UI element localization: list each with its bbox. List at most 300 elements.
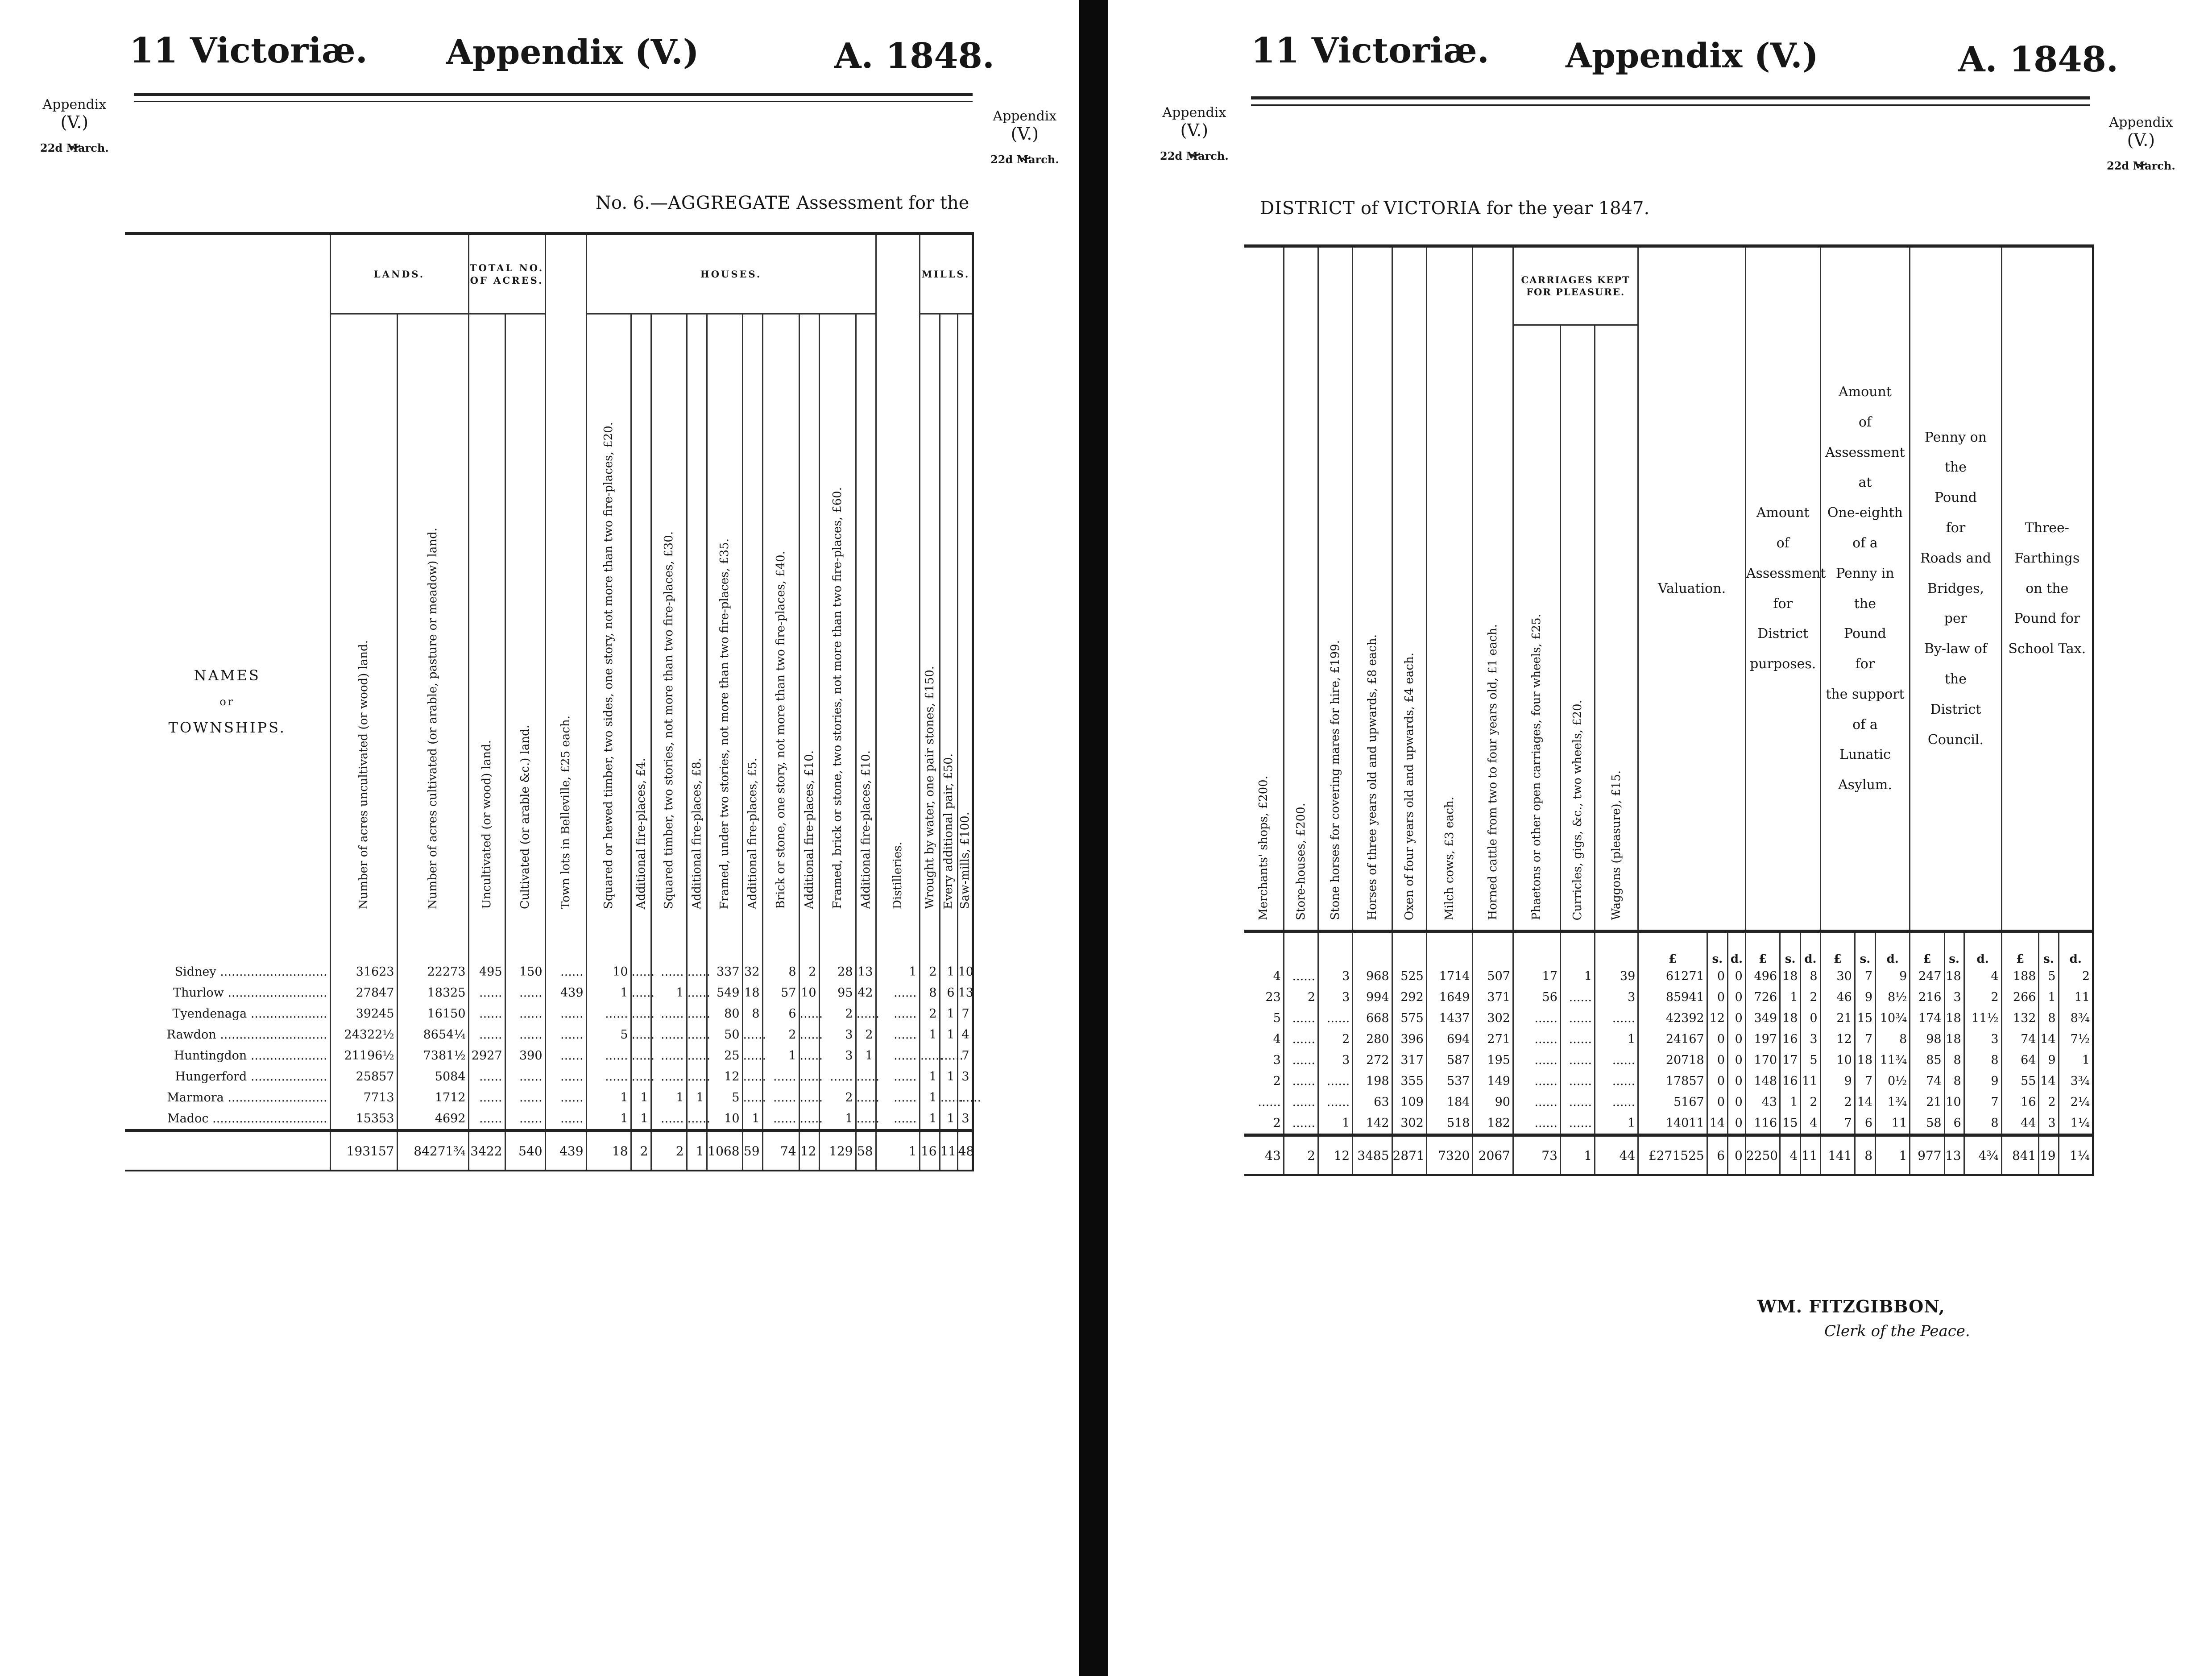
table-cell: ...... xyxy=(799,1003,819,1024)
table-cell: ...... xyxy=(631,1045,651,1066)
shillings-symbol: s. xyxy=(2039,931,2059,966)
table-cell: 2 xyxy=(1801,987,1820,1008)
table-cell: 2 xyxy=(819,1087,856,1108)
table-cell: 1 xyxy=(856,1045,876,1066)
table-cell: 9 xyxy=(2039,1050,2059,1071)
table-cell: 39245 xyxy=(330,1003,397,1024)
table-cell: 2 xyxy=(2059,966,2093,987)
table-cell: 1 xyxy=(1318,1113,1353,1135)
table-cell: 7713 xyxy=(330,1087,397,1108)
column-header: Merchants' shops, £200. xyxy=(1244,246,1284,931)
table-cell: 150 xyxy=(505,919,545,982)
total-cell: 11 xyxy=(1801,1135,1820,1175)
table-cell: 174 xyxy=(1910,1008,1944,1029)
table-cell: 337 xyxy=(707,919,742,982)
table-cell: 317 xyxy=(1392,1050,1426,1071)
table-cell: 1 xyxy=(876,919,920,982)
column-header: Additional fire-places, £10. xyxy=(856,314,876,919)
total-cell: 48 xyxy=(957,1131,973,1171)
table-cell: 0 xyxy=(1728,1029,1746,1050)
table-row xyxy=(125,1108,973,1131)
township-name: Thurlow .......................... xyxy=(173,986,327,1000)
total-cell: 12 xyxy=(799,1131,819,1171)
mills-group-header: MILLS. xyxy=(920,234,973,314)
currency-symbol-row xyxy=(1244,931,2093,966)
table-cell: 2 xyxy=(1273,1074,1281,1088)
table-cell: ...... xyxy=(876,1108,920,1131)
total-cell: 84271¾ xyxy=(397,1131,468,1171)
pence-symbol: d. xyxy=(1964,931,2001,966)
right-table-body xyxy=(1244,931,2093,1175)
empty-cell xyxy=(1473,931,1513,966)
column-header: Oxen of four years old and upwards, £4 each. xyxy=(1392,246,1426,931)
table-cell: 525 xyxy=(1392,966,1426,987)
table-cell: 1 xyxy=(2059,1050,2093,1071)
table-cell: 13 xyxy=(957,982,973,1003)
table-cell: 3 xyxy=(957,1108,973,1131)
column-header: Squared or hewed timber, two sides, one story, not more than two fire-places, £20. xyxy=(586,314,631,919)
table-cell: 16 xyxy=(2001,1092,2039,1113)
table-cell: 7 xyxy=(1855,966,1875,987)
table-cell: 272 xyxy=(1353,1050,1392,1071)
header-line: Pound xyxy=(1843,626,1886,642)
township-name: Madoc .............................. xyxy=(167,1112,327,1126)
table-cell: 12 xyxy=(1820,1029,1855,1050)
table-cell: ...... xyxy=(468,1003,505,1024)
table-cell: ...... xyxy=(1560,1092,1595,1113)
total-cell: 540 xyxy=(505,1131,545,1171)
table-cell: 2 xyxy=(1318,1029,1353,1050)
table-cell: 1 xyxy=(586,1108,631,1131)
table-cell: 507 xyxy=(1473,966,1513,987)
table-cell: ...... xyxy=(1560,1008,1595,1029)
left-page xyxy=(0,0,1079,1676)
table-cell: 85941 xyxy=(1638,987,1707,1008)
table-cell: ...... xyxy=(586,1066,631,1087)
roads-bridges-header xyxy=(1910,246,2001,931)
table-cell: ...... xyxy=(920,1045,940,1066)
column-header: Additional fire-places, £5. xyxy=(742,314,762,919)
table-cell: 63 xyxy=(1353,1092,1392,1113)
table-cell: 21196½ xyxy=(330,1045,397,1066)
header-rule-left xyxy=(134,93,973,96)
table-cell: 11 xyxy=(1876,1113,1910,1135)
table-cell: 1 xyxy=(819,1108,856,1131)
table-cell: ...... xyxy=(586,1045,631,1066)
table-cell: ...... xyxy=(1284,1050,1318,1071)
table-cell: 21 xyxy=(1820,1008,1855,1029)
school-tax-header xyxy=(2001,246,2093,931)
table-cell: 1¼ xyxy=(2059,1113,2093,1135)
header-line: the xyxy=(1854,596,1876,612)
header-line: District xyxy=(1757,626,1809,642)
table-cell: 109 xyxy=(1392,1092,1426,1113)
shillings-symbol: s. xyxy=(1944,931,1964,966)
table-cell: 1 xyxy=(920,1108,940,1131)
table-cell: 0 xyxy=(1728,1092,1746,1113)
table-cell: 1 xyxy=(687,1087,707,1108)
total-cell: 43 xyxy=(1244,1135,1284,1175)
table-cell: 7 xyxy=(1820,1113,1855,1135)
header-line: Asylum. xyxy=(1838,777,1892,793)
table-cell: ...... xyxy=(687,1003,707,1024)
total-cell: 439 xyxy=(545,1131,586,1171)
table-cell: 182 xyxy=(1473,1113,1513,1135)
houses-group-header: HOUSES. xyxy=(586,234,876,314)
table-cell: ...... xyxy=(1513,1029,1560,1050)
table-cell: 24167 xyxy=(1638,1029,1707,1050)
column-header: Brick or stone, one story, not more than two fire-places, £40. xyxy=(762,314,799,919)
table-cell: 1 xyxy=(742,1108,762,1131)
table-cell: ...... xyxy=(651,1003,687,1024)
header-line: per xyxy=(1944,611,1968,627)
table-cell: 197 xyxy=(1745,1029,1780,1050)
table-cell: 396 xyxy=(1392,1029,1426,1050)
table-cell: 22273 xyxy=(397,919,468,982)
table-cell: 5 xyxy=(2039,966,2059,987)
column-header: Number of acres uncultivated (or wood) land. xyxy=(330,314,397,919)
totals-label xyxy=(125,1131,330,1171)
total-cell: 1¼ xyxy=(2059,1135,2093,1175)
table-cell: ...... xyxy=(1513,1050,1560,1071)
table-cell: 2 xyxy=(762,1024,799,1045)
table-cell: 2 xyxy=(920,1003,940,1024)
table-cell: ...... xyxy=(545,919,586,982)
table-cell: 170 xyxy=(1745,1050,1780,1071)
table-cell: ...... xyxy=(631,982,651,1003)
table-row xyxy=(1244,1050,2093,1071)
table-cell: ...... xyxy=(468,1024,505,1045)
table-cell: 247 xyxy=(1910,966,1944,987)
column-header: Wrought by water, one pair stones, £150. xyxy=(920,314,940,919)
table-cell: 1437 xyxy=(1426,1008,1473,1029)
table-cell: 1712 xyxy=(397,1087,468,1108)
total-cell: 841 xyxy=(2001,1135,2039,1175)
table-cell: 12 xyxy=(1707,1008,1727,1029)
table-cell: 8 xyxy=(1964,1050,2001,1071)
table-row xyxy=(1244,1008,2093,1029)
table-cell: 2927 xyxy=(468,1045,505,1066)
table-cell: ...... xyxy=(876,1045,920,1066)
total-cell: 3422 xyxy=(468,1131,505,1171)
table-cell: 13 xyxy=(856,919,876,982)
column-header: Cultivated (or arable &c.) land. xyxy=(505,314,545,919)
table-cell: ...... xyxy=(876,1066,920,1087)
table-cell: 17 xyxy=(1780,1050,1801,1071)
table-cell: 8¾ xyxy=(2059,1008,2093,1029)
table-cell: 18 xyxy=(1855,1050,1875,1071)
empty-cell xyxy=(1595,931,1638,966)
table-cell: 4692 xyxy=(397,1108,468,1131)
table-cell: 21 xyxy=(1910,1092,1944,1113)
table-cell: 4 xyxy=(1801,1113,1820,1135)
table-cell: 2 xyxy=(920,919,940,982)
township-name: Tyendenaga .................... xyxy=(172,1007,327,1021)
table-cell: ...... xyxy=(687,982,707,1003)
table-cell: 0 xyxy=(1707,987,1727,1008)
table-cell: ...... xyxy=(876,1024,920,1045)
table-cell: 1 xyxy=(651,982,687,1003)
caption-left: No. 6.—AGGREGATE Assessment for the xyxy=(596,193,969,213)
table-cell: ...... xyxy=(1284,1029,1318,1050)
table-cell: 7 xyxy=(957,1003,973,1024)
table-cell: 10 xyxy=(799,982,819,1003)
table-cell: 8 xyxy=(920,982,940,1003)
table-cell: ...... xyxy=(505,1087,545,1108)
total-cell: 8 xyxy=(1855,1135,1875,1175)
pound-symbol: £ xyxy=(1910,931,1944,966)
table-cell: ...... xyxy=(631,1066,651,1087)
table-cell: ...... xyxy=(799,1108,819,1131)
table-cell: 5 xyxy=(1273,1011,1281,1025)
shillings-symbol: s. xyxy=(1707,931,1727,966)
table-cell: ...... xyxy=(651,1045,687,1066)
table-cell: 4 xyxy=(1964,966,2001,987)
table-cell: 518 xyxy=(1426,1113,1473,1135)
table-cell: ...... xyxy=(1318,1071,1353,1092)
table-cell: 439 xyxy=(545,982,586,1003)
table-cell: ...... xyxy=(1513,1113,1560,1135)
table-cell: 8 xyxy=(1876,1029,1910,1050)
table-row xyxy=(1244,1092,2093,1113)
table-cell: ...... xyxy=(1284,1113,1318,1135)
table-cell: 11 xyxy=(1801,1071,1820,1092)
table-cell: 0 xyxy=(1728,987,1746,1008)
table-row xyxy=(125,1024,973,1045)
table-cell: ...... xyxy=(762,1066,799,1087)
table-cell: 18 xyxy=(1944,1029,1964,1050)
appendix-title-left: Appendix (V.) xyxy=(446,32,699,72)
table-cell: ...... xyxy=(762,1087,799,1108)
table-cell: 1 xyxy=(920,1024,940,1045)
empty-cell xyxy=(1353,931,1392,966)
table-cell: 5167 xyxy=(1638,1092,1707,1113)
township-name: Sidney ............................ xyxy=(174,965,327,979)
table-cell: ...... xyxy=(742,1087,762,1108)
table-cell: 575 xyxy=(1392,1008,1426,1029)
table-cell: 390 xyxy=(505,1045,545,1066)
header-rule-right xyxy=(1251,96,2090,99)
table-cell: 10 xyxy=(586,919,631,982)
table-cell: ...... xyxy=(1258,1095,1281,1109)
total-cell: 4 xyxy=(1780,1135,1801,1175)
table-cell: 7 xyxy=(957,1045,973,1066)
table-cell: 95 xyxy=(819,982,856,1003)
table-row xyxy=(125,1066,973,1087)
table-cell: 17857 xyxy=(1638,1071,1707,1092)
table-cell: 1 xyxy=(940,1108,957,1131)
table-cell: ...... xyxy=(687,919,707,982)
column-header: Squared timber, two stories, not more than two fire-places, £30. xyxy=(651,314,687,919)
table-cell: 1714 xyxy=(1426,966,1473,987)
table-cell: 3 xyxy=(1318,1050,1353,1071)
table-cell: 8½ xyxy=(1876,987,1910,1008)
pound-symbol: £ xyxy=(1820,931,1855,966)
total-cell: 3485 xyxy=(1353,1135,1392,1175)
table-cell: ...... xyxy=(1284,1071,1318,1092)
assessment-table-right xyxy=(1244,244,2094,1176)
table-cell: 1649 xyxy=(1426,987,1473,1008)
table-cell: 1 xyxy=(940,1066,957,1087)
table-cell: 9 xyxy=(1820,1071,1855,1092)
total-cell: 44 xyxy=(1595,1135,1638,1175)
table-cell: 495 xyxy=(468,919,505,982)
total-cell: 0 xyxy=(1728,1135,1746,1175)
header-line: purposes. xyxy=(1750,656,1816,672)
empty-cell xyxy=(1284,931,1318,966)
township-name: Hungerford .................... xyxy=(175,1070,327,1084)
header-line: By-law of xyxy=(1924,641,1987,657)
table-cell: 57 xyxy=(762,982,799,1003)
table-cell: 0 xyxy=(1728,1050,1746,1071)
township-name: Huntingdon .................... xyxy=(174,1049,327,1063)
table-cell: 14 xyxy=(1707,1113,1727,1135)
total-cell: 6 xyxy=(1707,1135,1727,1175)
table-cell: ...... xyxy=(586,1003,631,1024)
table-row xyxy=(1244,1071,2093,1092)
table-cell: 10 xyxy=(1820,1050,1855,1071)
table-cell: 39 xyxy=(1595,966,1638,987)
table-cell: ...... xyxy=(940,1087,957,1108)
table-cell: ...... xyxy=(1560,1029,1595,1050)
signature-title: Clerk of the Peace. xyxy=(1824,1322,1970,1340)
table-cell: 1 xyxy=(940,1024,957,1045)
table-cell: 3 xyxy=(1595,987,1638,1008)
column-header: Number of acres cultivated (or arable, pasture or meadow) land. xyxy=(397,314,468,919)
names-or-townships-header: NAMES or TOWNSHIPS. xyxy=(125,234,330,919)
table-cell: ...... xyxy=(631,919,651,982)
total-acres-group-header: TOTAL NO. OF ACRES. xyxy=(468,234,545,314)
table-cell: 8 xyxy=(2039,1008,2059,1029)
table-cell: ...... xyxy=(1560,1050,1595,1071)
table-cell: 349 xyxy=(1745,1008,1780,1029)
table-cell: 17 xyxy=(1513,966,1560,987)
table-cell: 9 xyxy=(1876,966,1910,987)
total-cell: 74 xyxy=(762,1131,799,1171)
table-cell: 994 xyxy=(1353,987,1392,1008)
column-header: Additional fire-places, £10. xyxy=(799,314,819,919)
table-cell: 1¾ xyxy=(1876,1092,1910,1113)
column-header: Curricles, gigs, &c., two wheels, £20. xyxy=(1560,325,1595,931)
table-cell: 30 xyxy=(1820,966,1855,987)
table-cell: 549 xyxy=(707,982,742,1003)
table-cell: 74 xyxy=(1910,1071,1944,1092)
pence-symbol: d. xyxy=(1728,931,1746,966)
table-cell: 292 xyxy=(1392,987,1426,1008)
total-cell: 18 xyxy=(586,1131,631,1171)
table-cell: 1 xyxy=(1780,1092,1801,1113)
table-cell: 1 xyxy=(1595,1029,1638,1050)
table-cell: 7 xyxy=(1964,1092,2001,1113)
total-cell: 129 xyxy=(819,1131,856,1171)
header-line: the support xyxy=(1826,686,1905,702)
table-cell: ...... xyxy=(631,1003,651,1024)
table-cell: ...... xyxy=(468,1087,505,1108)
table-cell: 142 xyxy=(1353,1113,1392,1135)
pound-symbol: £ xyxy=(1745,931,1780,966)
table-cell: 16 xyxy=(1780,1071,1801,1092)
table-row xyxy=(125,1087,973,1108)
table-cell: 7 xyxy=(1855,1029,1875,1050)
header-line: of xyxy=(1776,535,1789,551)
table-cell: ...... xyxy=(1284,966,1318,987)
table-cell: 0 xyxy=(1707,1092,1727,1113)
total-cell: 141 xyxy=(1820,1135,1855,1175)
table-cell: 11¾ xyxy=(1876,1050,1910,1071)
table-cell: 0½ xyxy=(1876,1071,1910,1092)
table-cell: 3 xyxy=(2039,1113,2059,1135)
table-cell: ...... xyxy=(799,1045,819,1066)
table-cell: 6 xyxy=(1855,1113,1875,1135)
table-cell: 587 xyxy=(1426,1050,1473,1071)
header-rule-right-thin xyxy=(1251,104,2090,106)
table-cell: ...... xyxy=(651,1108,687,1131)
table-cell: ...... xyxy=(957,1087,973,1108)
table-cell: 10 xyxy=(707,1108,742,1131)
table-cell: ...... xyxy=(1318,1008,1353,1029)
column-header: Phaetons or other open carriages, four wheels, £25. xyxy=(1513,325,1560,931)
table-cell: ...... xyxy=(799,1087,819,1108)
table-cell: 266 xyxy=(2001,987,2039,1008)
total-cell: 73 xyxy=(1513,1135,1560,1175)
table-cell: 5 xyxy=(707,1087,742,1108)
table-cell: 10 xyxy=(1944,1092,1964,1113)
column-header: Milch cows, £3 each. xyxy=(1426,246,1473,931)
table-cell: 32 xyxy=(742,919,762,982)
total-cell: 12 xyxy=(1318,1135,1353,1175)
table-cell: ...... xyxy=(876,1003,920,1024)
table-cell: 28 xyxy=(819,919,856,982)
table-cell: 15 xyxy=(1780,1113,1801,1135)
total-cell: 11 xyxy=(940,1131,957,1171)
empty-cell xyxy=(1513,931,1560,966)
table-row xyxy=(1244,987,2093,1008)
header-line: Assessment xyxy=(1825,444,1905,460)
table-cell: 5 xyxy=(1801,1050,1820,1071)
header-line: of xyxy=(1858,414,1872,430)
table-cell: 1 xyxy=(631,1108,651,1131)
table-cell: 15 xyxy=(1855,1008,1875,1029)
header-line: Amount xyxy=(1839,384,1892,400)
table-cell: 8 xyxy=(1944,1050,1964,1071)
table-cell: 1 xyxy=(762,1045,799,1066)
table-cell: 3 xyxy=(1801,1029,1820,1050)
header-line: Pound for xyxy=(2014,611,2080,627)
column-header: Horses of three years old and upwards, £8 each. xyxy=(1353,246,1392,931)
table-cell: 726 xyxy=(1745,987,1780,1008)
table-cell: 132 xyxy=(2001,1008,2039,1029)
column-header: Saw-mills, £100. xyxy=(957,314,973,919)
table-cell: 8 xyxy=(742,1003,762,1024)
table-row xyxy=(125,1045,973,1066)
table-cell: 8 xyxy=(1964,1113,2001,1135)
table-cell: ...... xyxy=(505,1024,545,1045)
table-cell: 18 xyxy=(742,982,762,1003)
table-cell: ...... xyxy=(468,1066,505,1087)
total-cell: 2 xyxy=(1284,1135,1318,1175)
assessment-table-left xyxy=(125,232,982,1171)
total-cell: 2250 xyxy=(1745,1135,1780,1175)
column-header: Every additional pair, £50. xyxy=(940,314,957,919)
table-cell: 64 xyxy=(2001,1050,2039,1071)
table-cell: 3 xyxy=(1944,987,1964,1008)
table-cell: ...... xyxy=(687,1066,707,1087)
table-cell: 3 xyxy=(819,1045,856,1066)
table-cell: ...... xyxy=(545,1087,586,1108)
empty-cell xyxy=(1244,931,1284,966)
table-cell: 3 xyxy=(957,1066,973,1087)
table-cell: 46 xyxy=(1820,987,1855,1008)
